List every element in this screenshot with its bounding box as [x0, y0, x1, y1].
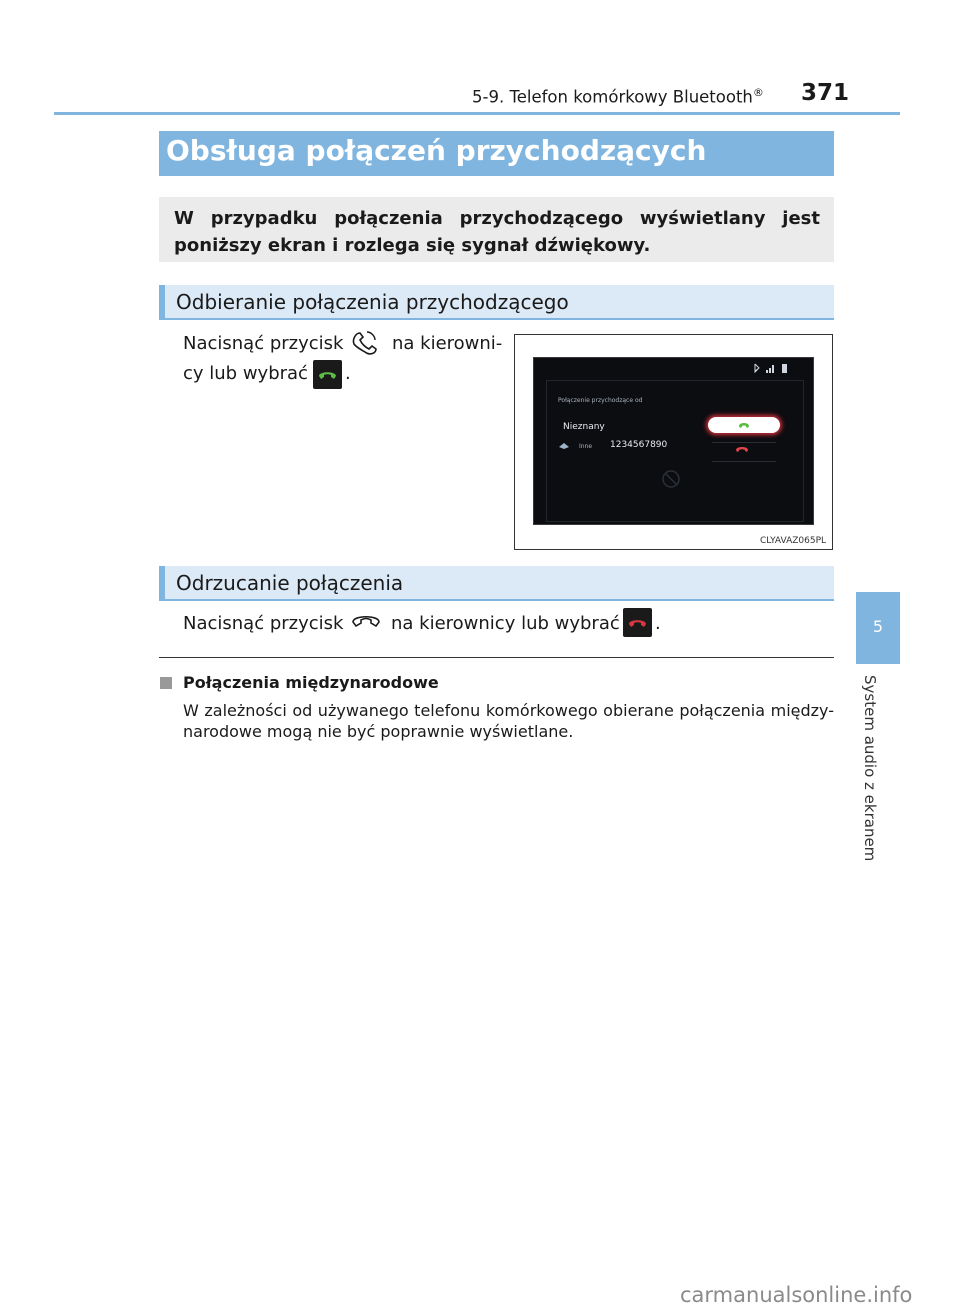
status-icons	[752, 362, 796, 374]
chapter-label: System audio z ekranem	[861, 675, 879, 862]
note-text: W zależności od używanego telefonu komórkowego obierane połączenia między-narodowe mogą nie być poprawnie wyświetlane.	[183, 701, 834, 741]
reject-text-end: .	[655, 613, 661, 634]
end-call-icon	[623, 608, 652, 637]
section-title: 5-9. Telefon komórkowy Bluetooth®	[472, 86, 764, 107]
answer-text-1a: Nacisnąć przycisk	[183, 333, 344, 354]
contact-icon	[558, 442, 570, 450]
answer-heading: Odbieranie połączenia przychodzącego	[176, 290, 569, 314]
reject-text-b: na kierownicy lub wybrać	[391, 613, 620, 634]
answer-text-1b: na kierowni-	[392, 333, 503, 354]
chapter-number: 5	[872, 617, 884, 636]
watermark: carmanualsonline.info	[680, 1283, 913, 1307]
reject-text-a: Nacisnąć przycisk	[183, 613, 344, 634]
answer-button[interactable]	[708, 417, 780, 433]
page-number: 371	[801, 80, 850, 106]
incoming-label: Połączenie przychodzące od	[558, 397, 643, 404]
phone-off-hook-icon	[350, 329, 380, 355]
note-divider	[159, 657, 834, 658]
note-bullet-icon	[160, 677, 172, 689]
phone-on-hook-icon	[350, 612, 382, 632]
number-type: Inne	[579, 443, 593, 450]
mute-icon	[660, 468, 682, 490]
phone-number: 1234567890	[610, 440, 668, 450]
registered-mark: ®	[752, 86, 764, 99]
page-title: Obsługa połączeń przychodzących	[166, 134, 707, 167]
answer-call-icon	[313, 360, 342, 389]
header-rule	[54, 112, 900, 115]
caller-name: Nieznany	[563, 422, 605, 432]
incoming-call-screen	[533, 357, 814, 525]
answer-text-end: .	[345, 363, 351, 384]
intro-text: W przypadku połączenia przychodzącego wyświetlany jest poniższy ekran i rozlega się sygnał dźwiękowy.	[174, 208, 820, 256]
reject-heading: Odrzucanie połączenia	[176, 571, 404, 595]
note-title: Połączenia międzynarodowe	[183, 673, 439, 692]
image-code: CLYAVAZ065PL	[760, 536, 827, 546]
answer-text-2a: cy lub wybrać	[183, 363, 308, 384]
reject-button[interactable]	[734, 444, 750, 454]
